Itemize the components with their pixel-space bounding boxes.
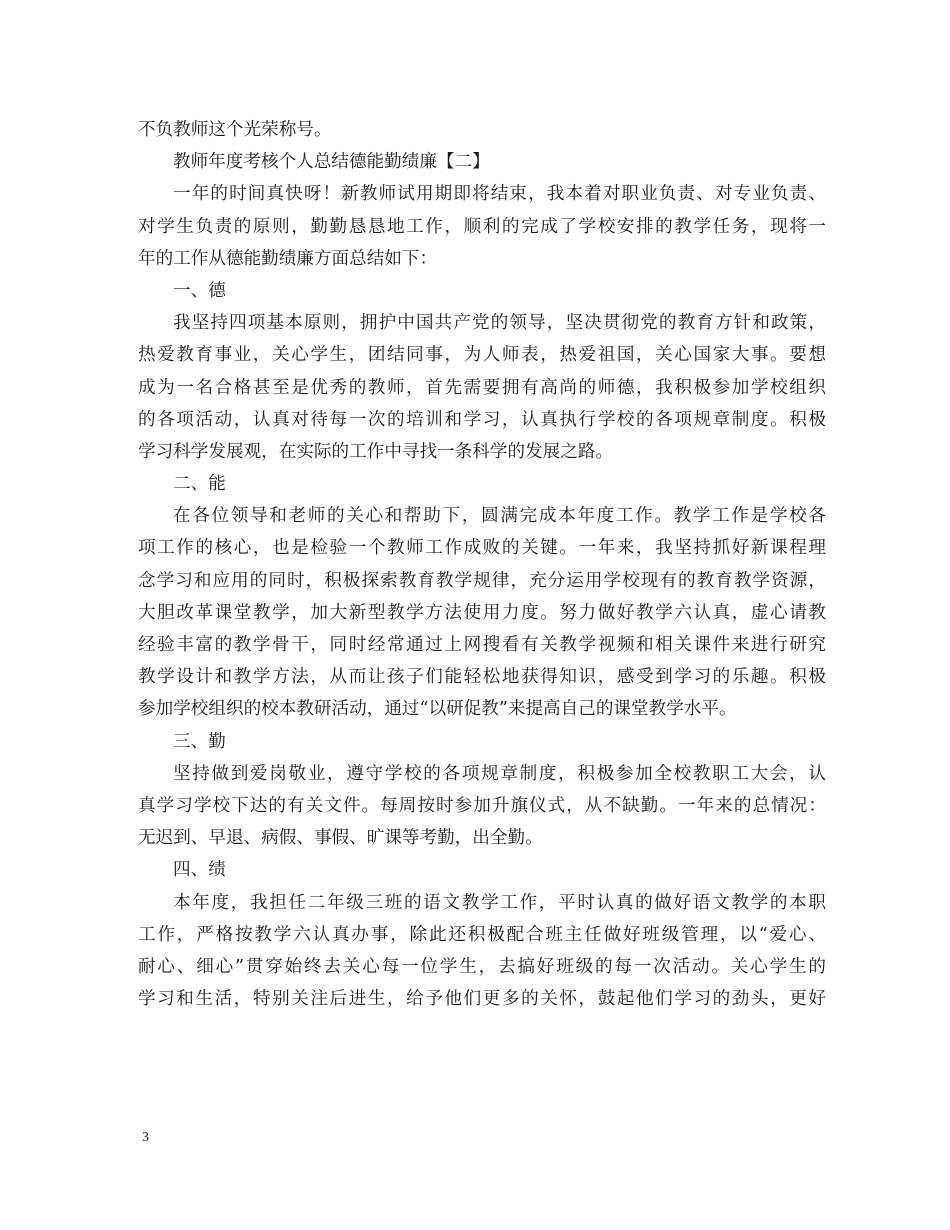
text-line: 项工作的核心，也是检验一个教师工作成败的关键。一年来，我坚持抓好新课程理 bbox=[138, 538, 826, 559]
text-line: 一年的时间真快呀！新教师试用期即将结束，我本着对职业负责、对专业负责、 bbox=[173, 184, 826, 205]
text-line: 念学习和应用的同时，积极探索教育教学规律，充分运用学校现有的教育教学资源， bbox=[138, 570, 826, 591]
text-line: 不负教师这个光荣称号。 bbox=[138, 120, 332, 140]
text-line: 大胆改革课堂教学，加大新型教学方法使用力度。努力做好教学六认真，虚心请教 bbox=[138, 602, 826, 623]
text-line: 学习和生活，特别关注后进生，给予他们更多的关怀，鼓起他们学习的劲头，更好 bbox=[138, 989, 826, 1010]
text-line: 四、绩 bbox=[173, 860, 226, 881]
text-line: 成为一名合格甚至是优秀的教师，首先需要拥有高尚的师德，我积极参加学校组织 bbox=[138, 377, 826, 398]
text-line: 在各位领导和老师的关心和帮助下，圆满完成本年度工作。教学工作是学校各 bbox=[173, 506, 826, 527]
text-line: 参加学校组织的校本教研活动，通过“以研促教”来提高自己的课堂教学水平。 bbox=[138, 699, 737, 720]
text-line: 三、勤 bbox=[173, 731, 226, 752]
page-number: 3 bbox=[142, 1130, 149, 1145]
text-line: 我坚持四项基本原则，拥护中国共产党的领导，坚决贯彻党的教育方针和政策， bbox=[173, 313, 826, 334]
text-line: 无迟到、早退、病假、事假、旷课等考勤，出全勤。 bbox=[138, 828, 543, 849]
text-line: 经验丰富的教学骨干，同时经常通过上网搜看有关教学视频和相关课件来进行研究 bbox=[138, 635, 826, 655]
text-line: 本年度，我担任二年级三班的语文教学工作，平时认真的做好语文教学的本职 bbox=[173, 892, 826, 913]
text-line: 工作，严格按教学六认真办事，除此还积极配合班主任做好班级管理，以“爱心、 bbox=[138, 924, 826, 945]
text-line: 真学习学校下达的有关文件。每周按时参加升旗仪式，从不缺勤。一年来的总情况： bbox=[138, 795, 826, 816]
document-body bbox=[138, 114, 826, 1015]
text-line: 教学设计和教学方法，从而让孩子们能轻松地获得知识，感受到学习的乐趣。积极 bbox=[138, 667, 826, 688]
text-line: 年的工作从德能勤绩廉方面总结如下： bbox=[138, 248, 438, 269]
text-line: 耐心、细心”贯穿始终去关心每一位学生，去搞好班级的每一次活动。关心学生的 bbox=[138, 956, 826, 977]
text-line: 对学生负责的原则，勤勤恳恳地工作，顺利的完成了学校安排的教学任务，现将一 bbox=[138, 216, 826, 237]
text-line: 坚持做到爱岗敬业，遵守学校的各项规章制度，积极参加全校教职工大会，认 bbox=[173, 763, 826, 784]
text-line: 二、能 bbox=[173, 474, 226, 495]
text-line: 热爱教育事业，关心学生，团结同事，为人师表，热爱祖国，关心国家大事。要想 bbox=[138, 345, 826, 366]
text-line: 教师年度考核个人总结德能勤绩廉【二】 bbox=[173, 152, 490, 173]
text-line: 一、德 bbox=[173, 280, 226, 301]
text-line: 的各项活动，认真对待每一次的培训和学习，认真执行学校的各项规章制度。积极 bbox=[138, 409, 826, 430]
text-line: 学习科学发展观，在实际的工作中寻找一条科学的发展之路。 bbox=[138, 441, 614, 462]
